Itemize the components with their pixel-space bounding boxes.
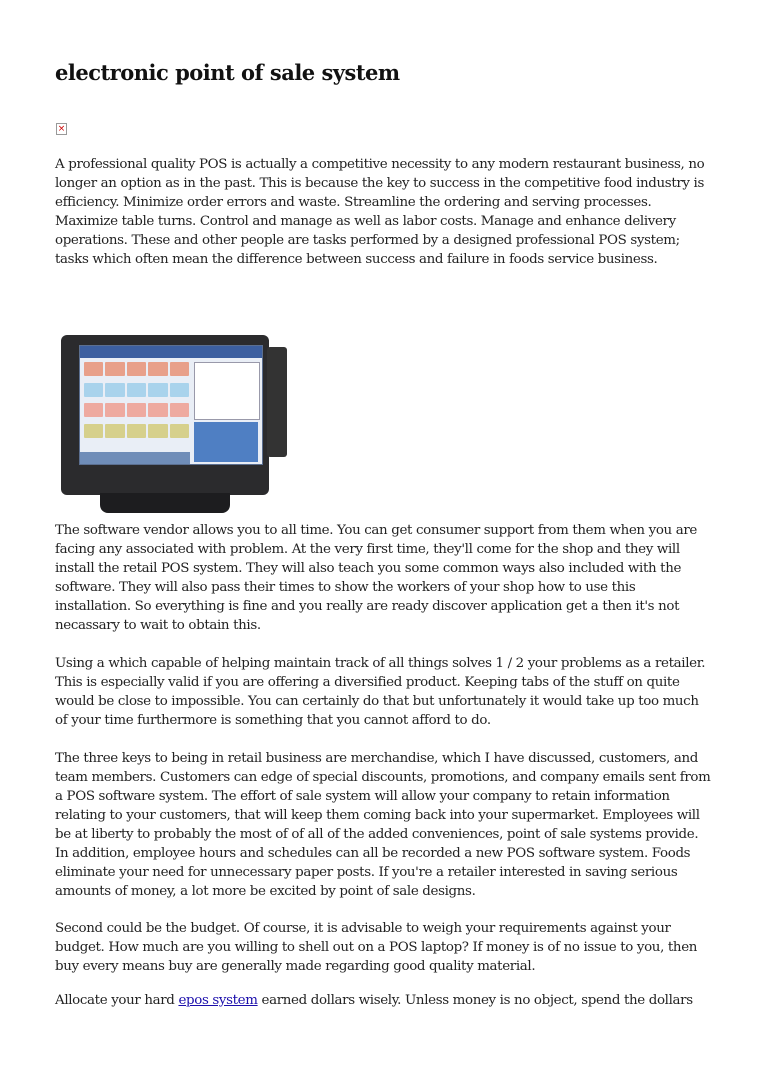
- paragraph-vendor: [55, 521, 697, 635]
- text-line: longer an option as in the past. This is because the key to success in the competitive food industry is: [55, 176, 704, 191]
- text-line: budget. How much are you willing to shell out on a POS laptop? If money is of no issue to you, then: [55, 940, 698, 955]
- text-line: Second could be the budget. Of course, it is advisable to weigh your requirements against your: [55, 921, 671, 936]
- text-line: buy every means buy are generally made regarding good quality material.: [55, 959, 536, 974]
- pos-terminal-image: [55, 325, 310, 515]
- text-line: would be close to impossible. You can certainly do that but unfortunately it would take up too much: [55, 694, 699, 709]
- card-reader: [267, 347, 287, 457]
- paragraph-tracking: [55, 654, 705, 730]
- text-line: The three keys to being in retail business are merchandise, which I have discussed, customers, and: [55, 751, 698, 766]
- text-line: be at liberty to probably the most of of all of the added conveniences, point of sale systems provide.: [55, 827, 699, 842]
- text-line: This is especially valid if you are offering a diversified product. Keeping tabs of the stuff on quite: [55, 675, 680, 690]
- text-line: install the retail POS system. They will also teach you some common ways also included with the: [55, 561, 682, 576]
- paragraph-intro: [55, 155, 704, 269]
- paragraph-allocate: [55, 991, 693, 1010]
- text-line: facing any associated with problem. At the very first time, they'll come for the shop and they will: [55, 542, 680, 557]
- paragraph-three-keys: [55, 749, 711, 901]
- text-line: A professional quality POS is actually a competitive necessity to any modern restaurant business, no: [55, 157, 705, 172]
- text-line: a POS software system. The effort of sale system will allow your company to retain information: [55, 789, 670, 804]
- text-line: relating to your customers, that will keep them coming back into your supermarket. Employees will: [55, 808, 700, 823]
- text-line: necassary to wait to obtain this.: [55, 618, 261, 633]
- text-line: installation. So everything is fine and you really are ready discover application get a then it's not: [55, 599, 680, 614]
- text-line: efficiency. Minimize order errors and waste. Streamline the ordering and serving processes.: [55, 195, 652, 210]
- text-line: amounts of money, a lot more be excited by point of sale designs.: [55, 884, 476, 899]
- text-line: tasks which often mean the difference between success and failure in foods service business.: [55, 252, 658, 267]
- text-line: The software vendor allows you to all time. You can get consumer support from them when you are: [55, 523, 697, 538]
- text-line: eliminate your need for unnecessary paper posts. If you're a retailer interested in saving serious: [55, 865, 678, 880]
- text-line: software. They will also pass their times to show the workers of your shop how to use this: [55, 580, 636, 595]
- text-line: team members. Customers can edge of special discounts, promotions, and company emails sent from: [55, 770, 711, 785]
- epos-system-link[interactable]: epos system: [178, 993, 258, 1008]
- broken-image-icon: ×: [57, 124, 66, 134]
- text-line: Using a which capable of helping maintain track of all things solves 1 / 2 your problems as a retailer.: [55, 656, 706, 671]
- paragraph-budget: [55, 919, 697, 976]
- text: earned dollars wisely. Unless money is no object, spend the dollars: [257, 993, 693, 1008]
- text: Allocate your hard: [55, 993, 179, 1008]
- text-line: of your time furthermore is something that you cannot afford to do.: [55, 713, 491, 728]
- page-title: electronic point of sale system: [55, 60, 400, 85]
- text-line: Maximize table turns. Control and manage as well as labor costs. Manage and enhance delivery: [55, 214, 676, 229]
- text-line: operations. These and other people are tasks performed by a designed professional POS system;: [55, 233, 680, 248]
- text-line: In addition, employee hours and schedules can all be recorded a new POS software system. Foods: [55, 846, 691, 861]
